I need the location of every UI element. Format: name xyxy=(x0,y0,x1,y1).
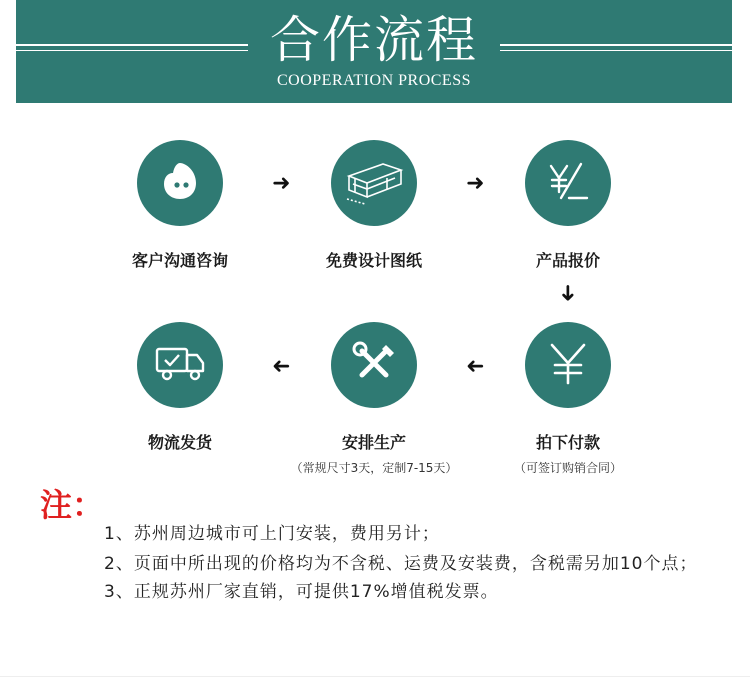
arrow-left-icon: ➜ xyxy=(272,354,291,379)
note-item: 3、正规苏州厂家直销，可提供17%增值税发票。 xyxy=(104,582,499,602)
step-circle xyxy=(525,140,611,226)
step-note: （常规尺寸3天，定制7-15天） xyxy=(290,461,458,475)
blueprint-table-icon xyxy=(343,156,405,210)
chat-face-icon xyxy=(156,157,204,209)
divider xyxy=(0,676,750,677)
step-production xyxy=(284,322,464,476)
note-item: 1、苏州周边城市可上门安装，费用另计； xyxy=(104,524,440,544)
step-circle xyxy=(331,140,417,226)
step-consult xyxy=(90,140,270,271)
note-item: 2、页面中所出现的价格均为不含税、运费及安装费，含税需另加10个点； xyxy=(104,554,698,574)
step-design xyxy=(284,140,464,271)
step-label: 免费设计图纸 xyxy=(325,251,422,270)
page-title: 合作流程 xyxy=(270,11,478,69)
step-circle xyxy=(137,322,223,408)
step-label: 安排生产 xyxy=(341,433,406,452)
step-label: 客户沟通咨询 xyxy=(131,251,228,270)
tools-icon xyxy=(350,339,398,391)
page-subtitle: COOPERATION PROCESS xyxy=(277,72,471,89)
step-payment xyxy=(478,322,658,476)
arrow-left-icon: ➜ xyxy=(466,354,485,379)
step-label: 物流发货 xyxy=(147,433,212,452)
yen-icon xyxy=(546,339,590,391)
header-banner xyxy=(16,0,732,103)
step-label: 产品报价 xyxy=(535,251,600,270)
yen-pen-icon xyxy=(543,156,593,210)
arrow-down-icon: ➜ xyxy=(555,283,581,303)
notes-list xyxy=(104,520,714,606)
delivery-truck-icon xyxy=(153,341,207,389)
step-circle xyxy=(525,322,611,408)
step-quote xyxy=(478,140,658,271)
step-delivery xyxy=(90,322,270,453)
notes-title: 注： xyxy=(40,486,105,524)
step-label: 拍下付款 xyxy=(535,433,600,452)
step-circle xyxy=(137,140,223,226)
step-circle xyxy=(331,322,417,408)
step-note: （可签订购销合同） xyxy=(513,461,622,475)
arrow-right-icon: ➜ xyxy=(272,171,291,196)
arrow-right-icon: ➜ xyxy=(466,171,485,196)
